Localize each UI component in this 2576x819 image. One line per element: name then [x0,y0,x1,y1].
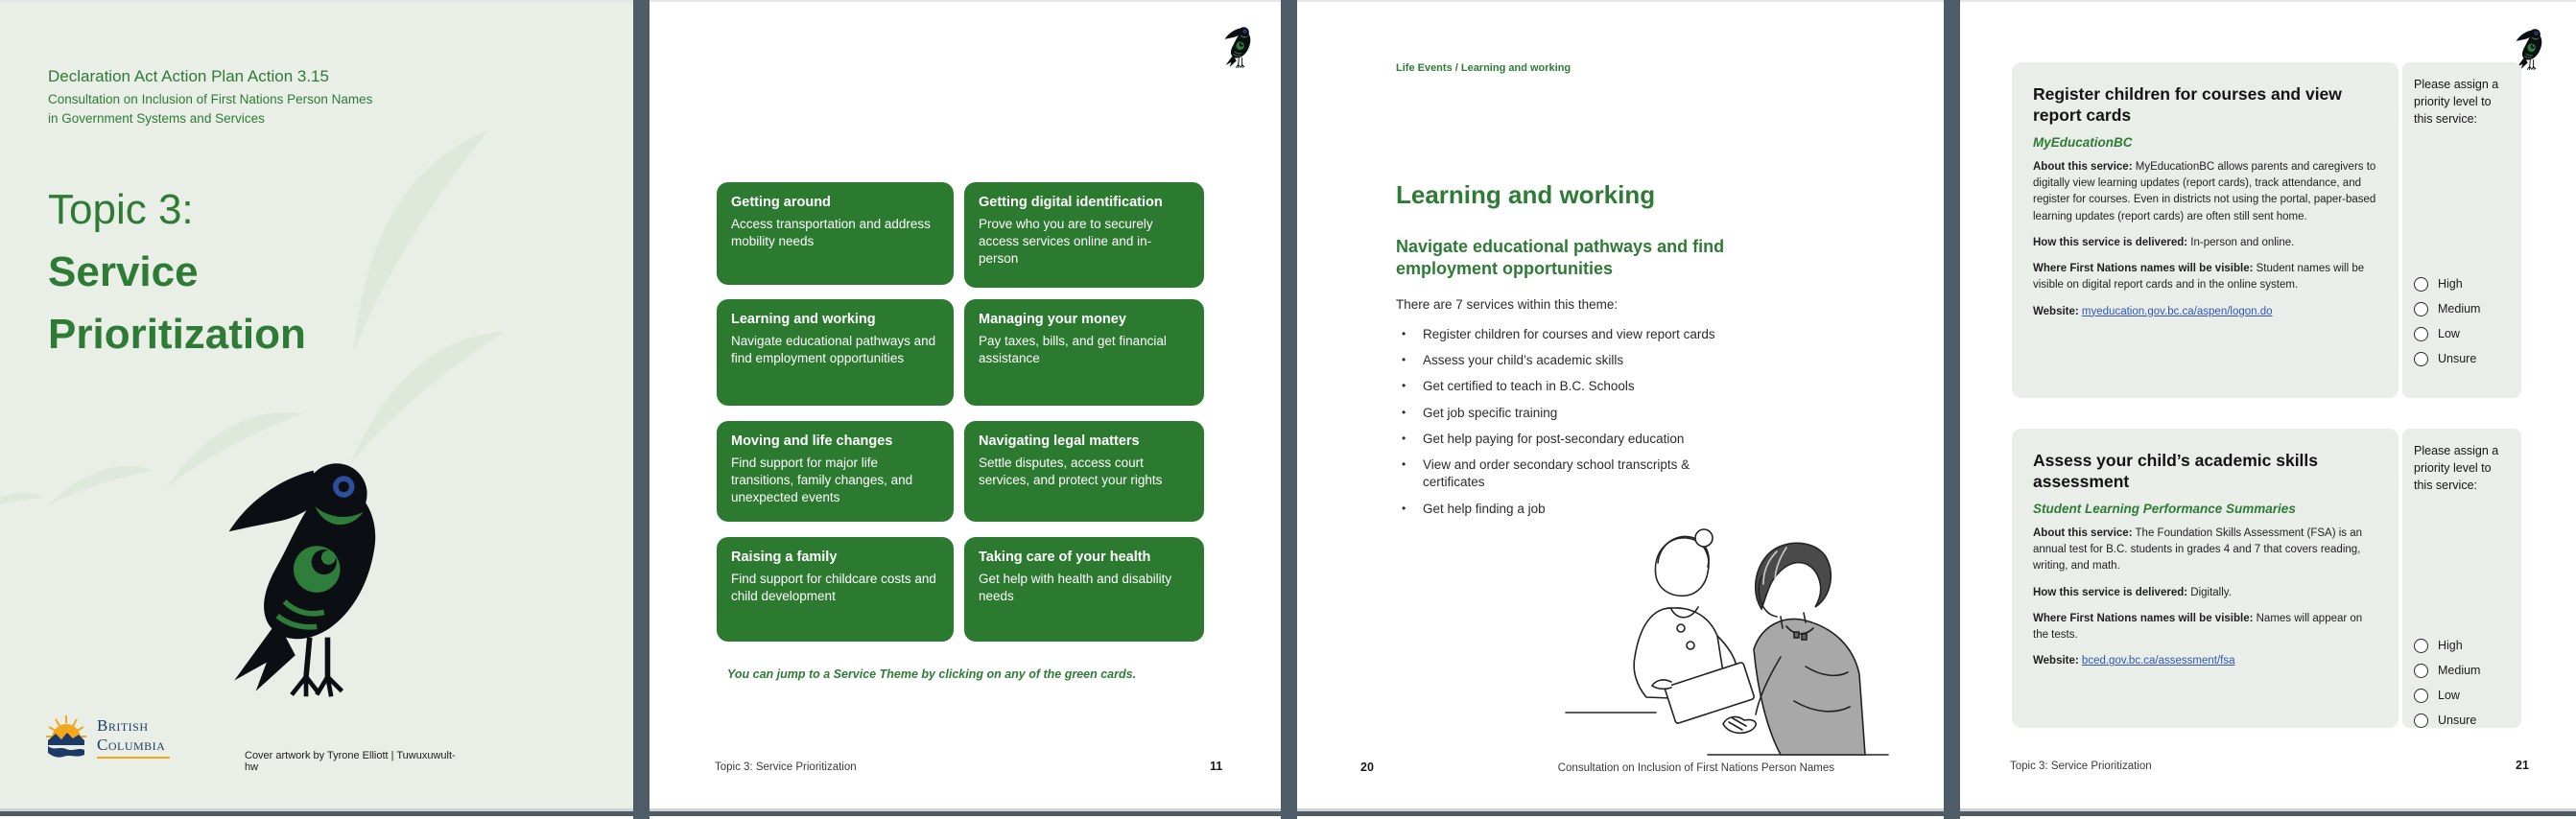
theme-card-legal-matters[interactable] [964,421,1204,522]
theme-card-title: Navigating legal matters [979,433,1140,449]
breadcrumb: Life Events / Learning and working [1396,62,1572,74]
services-intro: There are 7 services within this theme: [1396,297,1619,312]
theme-card-title: Raising a family [731,550,838,565]
theme-card-managing-money[interactable] [964,299,1204,406]
list-item-text: Register children for courses and view report cards [1423,327,1715,341]
list-item [1396,456,1730,491]
list-item [1396,405,1730,422]
list-item [1396,431,1730,448]
priority-option-low[interactable] [2414,683,2480,708]
page-service-themes [650,0,1281,811]
bc-logo-line1: British [97,716,149,735]
priority-radio-group [2414,633,2480,733]
list-item [1396,378,1730,395]
service-card-assess-skills [2012,429,2399,728]
cover-title-line1: Service [48,248,199,295]
radio-circle-icon[interactable] [2414,639,2428,653]
priority-option-medium[interactable] [2414,658,2480,683]
theme-card-moving-life-changes[interactable] [717,421,954,522]
delivery-text: In-person and online. [2190,236,2295,248]
footer-document-title: Topic 3: Service Prioritization [715,761,857,773]
bc-logo [44,714,170,761]
about-text: MyEducationBC allows parents and caregivers to digitally view learning updates (report cards), track attendance, and register for courses. Even in districts not using the portal, paper-based learning updates (report cards) are often still sent home. [2033,160,2376,222]
theme-card-raising-family[interactable] [717,537,954,642]
cover-title [48,178,306,365]
names-visible-text: Student names will be visible on digital report cards and in the online system. [2033,263,2365,292]
page-number: 21 [2516,759,2529,772]
priority-option-medium[interactable] [2414,296,2480,321]
bc-logo-gold-rule [97,757,170,759]
section-subtitle: Navigate educational pathways and find employment opportunities [1396,237,1725,278]
priority-radio-group [2414,271,2480,371]
radio-label: High [2438,639,2463,652]
theme-card-body: Find support for childcare costs and child development [731,572,936,603]
about-text: The Foundation Skills Assessment (FSA) is an annual test for B.C. students in grades 4 and 7 that covers reading, writing, and math. [2033,526,2363,573]
radio-circle-icon[interactable] [2414,689,2428,703]
theme-card-title: Managing your money [979,312,1126,327]
theme-card-title: Getting digital identification [979,195,1163,210]
radio-label: Unsure [2438,352,2477,365]
consultation-illustration [1564,508,1890,777]
radio-label: Low [2438,327,2460,340]
names-visible-label: Where First Nations names will be visible: [2033,612,2254,624]
bc-logo-line2: Columbia [97,736,166,754]
radio-circle-icon[interactable] [2414,277,2428,292]
theme-card-body: Get help with health and disability needs [979,572,1172,603]
radio-circle-icon[interactable] [2414,302,2428,316]
list-item-text: Get certified to teach in B.C. Schools [1423,379,1635,394]
list-item-text: Get job specific training [1423,405,1558,420]
service-program-name: Student Learning Performance Summaries [2033,501,2296,516]
theme-card-health[interactable] [964,537,1204,642]
theme-card-digital-identification[interactable] [964,182,1204,288]
list-item-text: Assess your child’s academic skills [1423,353,1624,368]
footer-document-title: Consultation on Inclusion of First Nations Person Names [1557,762,1834,774]
theme-card-body: Prove who you are to securely access services online and in-person [979,217,1153,266]
radio-circle-icon[interactable] [2414,352,2428,366]
delivery-label: How this service is delivered: [2033,236,2188,248]
service-card-register-children [2012,62,2399,398]
page-number: 20 [1360,760,1374,774]
page-cover [0,0,633,811]
list-item-text: Get help finding a job [1423,501,1546,516]
priority-panel [2402,62,2521,398]
priority-option-unsure[interactable] [2414,708,2480,733]
list-item-text: Get help paying for post-secondary education [1423,431,1685,446]
about-label: About this service: [2033,160,2133,173]
priority-option-high[interactable] [2414,633,2480,658]
raven-icon [1222,25,1257,69]
about-label: About this service: [2033,526,2133,539]
theme-card-body: Navigate educational pathways and find employment opportunities [731,334,936,365]
radio-label: High [2438,277,2463,291]
bc-logo-text [97,716,170,759]
cover-artwork-credit: Cover artwork by Tyrone Elliott | Tuwuxuwult-hw [245,750,456,773]
footer-document-title: Topic 3: Service Prioritization [2010,760,2152,772]
raven-artwork [224,451,403,702]
radio-label: Low [2438,689,2460,702]
theme-card-learning-working[interactable] [717,299,954,406]
bc-logo-icon [44,714,88,761]
theme-card-title: Taking care of your health [979,550,1151,565]
service-title: Assess your child’s academic skills assessment [2033,451,2319,492]
radio-label: Medium [2438,302,2481,316]
cover-title-prefix: Topic 3: [48,186,194,233]
theme-card-title: Getting around [731,195,831,210]
radio-circle-icon[interactable] [2414,714,2428,728]
cover-kicker: Declaration Act Action Plan Action 3.15 [48,67,329,85]
service-website-link[interactable]: myeducation.gov.bc.ca/aspen/logon.do [2081,305,2273,317]
priority-prompt: Please assign a priority level to this service: [2414,78,2499,127]
services-list [1396,326,1751,526]
service-website-link[interactable]: bced.gov.bc.ca/assessment/fsa [2081,655,2235,667]
names-visible-label: Where First Nations names will be visible: [2033,263,2254,275]
theme-card-getting-around[interactable] [717,182,954,285]
page-title: Learning and working [1396,180,1656,209]
jump-note: You can jump to a Service Theme by clicking on any of the green cards. [727,667,1137,681]
delivery-label: How this service is delivered: [2033,586,2188,598]
cover-title-line2: Prioritization [48,311,306,358]
priority-option-low[interactable] [2414,321,2480,346]
delivery-text: Digitally. [2190,586,2232,598]
theme-card-body: Settle disputes, access court services, and protect your rights [979,456,1163,487]
website-label: Website: [2033,305,2079,317]
list-item-text: View and order secondary school transcripts & certificates [1423,457,1690,490]
theme-card-body: Access transportation and address mobility needs [731,217,931,248]
cover-subtitle-line2: in Government Systems and Services [48,111,265,126]
page-service-details [1960,0,2576,811]
names-visible-text: Names will appear on the tests. [2033,612,2363,642]
page-learning-working [1297,0,1944,811]
priority-option-unsure[interactable] [2414,346,2480,371]
theme-card-body: Pay taxes, bills, and get financial assistance [979,334,1167,365]
list-item [1396,352,1730,369]
radio-circle-icon[interactable] [2414,664,2428,678]
radio-label: Medium [2438,664,2481,677]
cover-subtitle-line1: Consultation on Inclusion of First Nations Person Names [48,92,373,106]
service-program-name: MyEducationBC [2033,134,2133,150]
priority-option-high[interactable] [2414,271,2480,296]
service-title: Register children for courses and view report cards [2033,84,2342,126]
website-label: Website: [2033,655,2079,667]
priority-prompt: Please assign a priority level to this service: [2414,444,2499,493]
radio-circle-icon[interactable] [2414,327,2428,341]
priority-panel [2402,429,2521,728]
theme-card-title: Moving and life changes [731,433,893,449]
theme-card-body: Find support for major life transitions, family changes, and unexpected events [731,456,913,504]
theme-card-title: Learning and working [731,312,876,327]
page-number: 11 [1210,760,1223,773]
list-item [1396,326,1730,343]
radio-label: Unsure [2438,714,2477,727]
